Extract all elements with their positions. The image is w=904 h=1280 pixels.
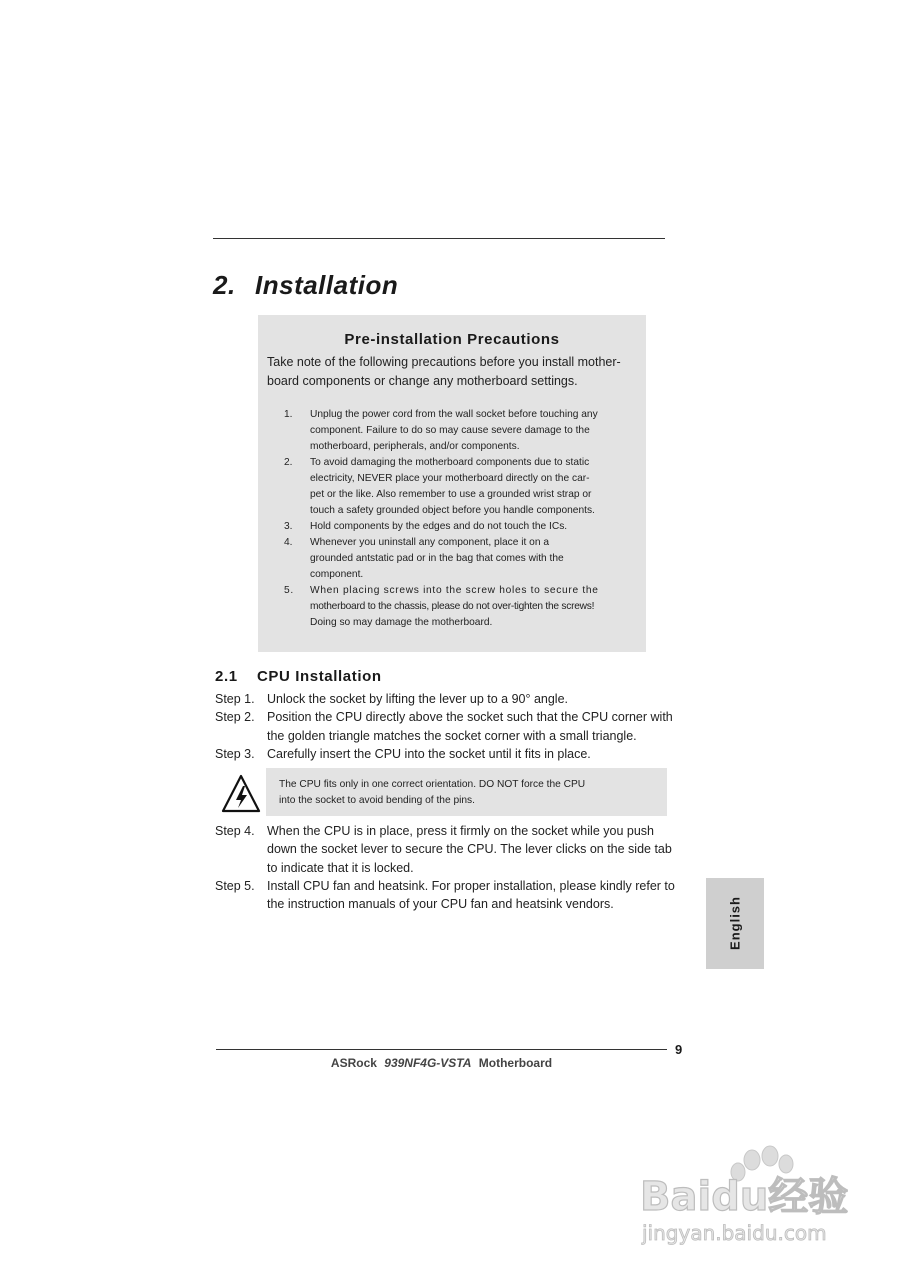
step-line: Position the CPU directly above the socket such that the CPU corner with <box>267 710 673 725</box>
chapter-title-text: Installation <box>255 270 399 300</box>
precaution-line: motherboard, peripherals, and/or components. <box>310 441 520 452</box>
footer-model: 939NF4G-VSTA <box>384 1056 472 1070</box>
precaution-item <box>276 519 616 535</box>
precautions-intro-line: Take note of the following precautions before you install mother- <box>267 355 621 369</box>
step-line: When the CPU is in place, press it firmly on the socket while you push <box>267 824 654 838</box>
precaution-number: 1. <box>284 409 293 420</box>
page-number: 9 <box>675 1042 683 1057</box>
footer-product: Motherboard <box>478 1056 553 1070</box>
step-line: Carefully insert the CPU into the socket until it fits in place. <box>267 746 591 761</box>
watermark-url: jingyan.baidu.com <box>642 1221 827 1245</box>
footer <box>216 1056 667 1070</box>
precautions-title: Pre-installation Precautions <box>344 331 560 348</box>
step-line: the instruction manuals of your CPU fan and heatsink vendors. <box>267 897 614 912</box>
top-rule <box>213 238 665 239</box>
section-number: 2.1 <box>215 668 238 685</box>
warning-text <box>279 777 659 809</box>
step-label: Step 2. <box>215 710 255 725</box>
step-item <box>215 690 675 708</box>
precaution-line: Whenever you uninstall any component, place it on a <box>310 537 549 548</box>
precaution-line: component. Failure to do so may cause severe damage to the <box>310 425 590 436</box>
step-label: Step 1. <box>215 692 255 706</box>
precautions-list <box>276 407 616 631</box>
precaution-item <box>276 535 616 583</box>
baidu-watermark <box>640 1142 860 1252</box>
language-tab-label: English <box>727 896 743 950</box>
precautions-intro-line: board components or change any motherboard settings. <box>267 373 578 388</box>
chapter-title <box>213 270 398 301</box>
warning-note <box>266 768 667 816</box>
precautions-intro <box>267 353 637 390</box>
warning-line: The CPU fits only in one correct orientation. DO NOT force the CPU <box>279 779 586 790</box>
precaution-number: 2. <box>284 457 293 468</box>
precaution-line: Doing so may damage the motherboard. <box>310 617 493 628</box>
language-tab <box>706 878 764 969</box>
precaution-item <box>276 583 616 631</box>
step-item <box>215 877 675 914</box>
precaution-line: Hold components by the edges and do not touch the ICs. <box>310 521 568 532</box>
step-label: Step 3. <box>215 746 255 761</box>
step-label: Step 5. <box>215 878 255 893</box>
precaution-item <box>276 455 616 519</box>
precaution-line: To avoid damaging the motherboard components due to static <box>310 457 590 468</box>
step-item <box>215 708 675 745</box>
precaution-line: When placing screws into the screw holes to secure the <box>310 585 599 596</box>
section-title: CPU Installation <box>257 668 382 685</box>
precaution-item <box>276 407 616 455</box>
step-line: Install CPU fan and heatsink. For proper installation, please kindly refer to <box>267 878 675 893</box>
precaution-number: 3. <box>284 521 293 532</box>
steps-list-continued <box>215 822 675 913</box>
precaution-line: electricity, NEVER place your motherboard directly on the car- <box>310 473 590 484</box>
footer-brand: ASRock <box>330 1056 377 1070</box>
bottom-rule <box>216 1049 667 1050</box>
precaution-line: component. <box>310 569 364 580</box>
step-item <box>215 745 675 763</box>
steps-list <box>215 690 675 763</box>
step-line: Unlock the socket by lifting the lever up to a 90° angle. <box>267 692 569 706</box>
precautions-panel <box>258 315 646 652</box>
precaution-line: pet or the like. Also remember to use a grounded wrist strap or <box>310 489 592 500</box>
step-item <box>215 822 675 877</box>
precaution-number: 5. <box>284 585 294 596</box>
step-line: down the socket lever to secure the CPU. The lever clicks on the side tab <box>267 842 672 857</box>
precaution-line: motherboard to the chassis, please do not over-tighten the screws! <box>310 601 595 612</box>
precaution-line: Unplug the power cord from the wall socket before touching any <box>310 409 598 420</box>
step-line: to indicate that it is locked. <box>267 860 414 875</box>
precaution-line: touch a safety grounded object before you handle components. <box>310 505 595 516</box>
precaution-number: 4. <box>284 537 293 548</box>
step-label: Step 4. <box>215 824 255 838</box>
step-line: the golden triangle matches the socket corner with a small triangle. <box>267 728 637 743</box>
watermark-brand: Baidu经验 <box>640 1174 849 1220</box>
warning-triangle-icon <box>220 773 262 815</box>
section-heading <box>215 668 382 685</box>
warning-line: into the socket to avoid bending of the pins. <box>279 795 475 806</box>
precaution-line: grounded antstatic pad or in the bag that comes with the <box>310 553 564 564</box>
chapter-number: 2. <box>213 270 236 300</box>
